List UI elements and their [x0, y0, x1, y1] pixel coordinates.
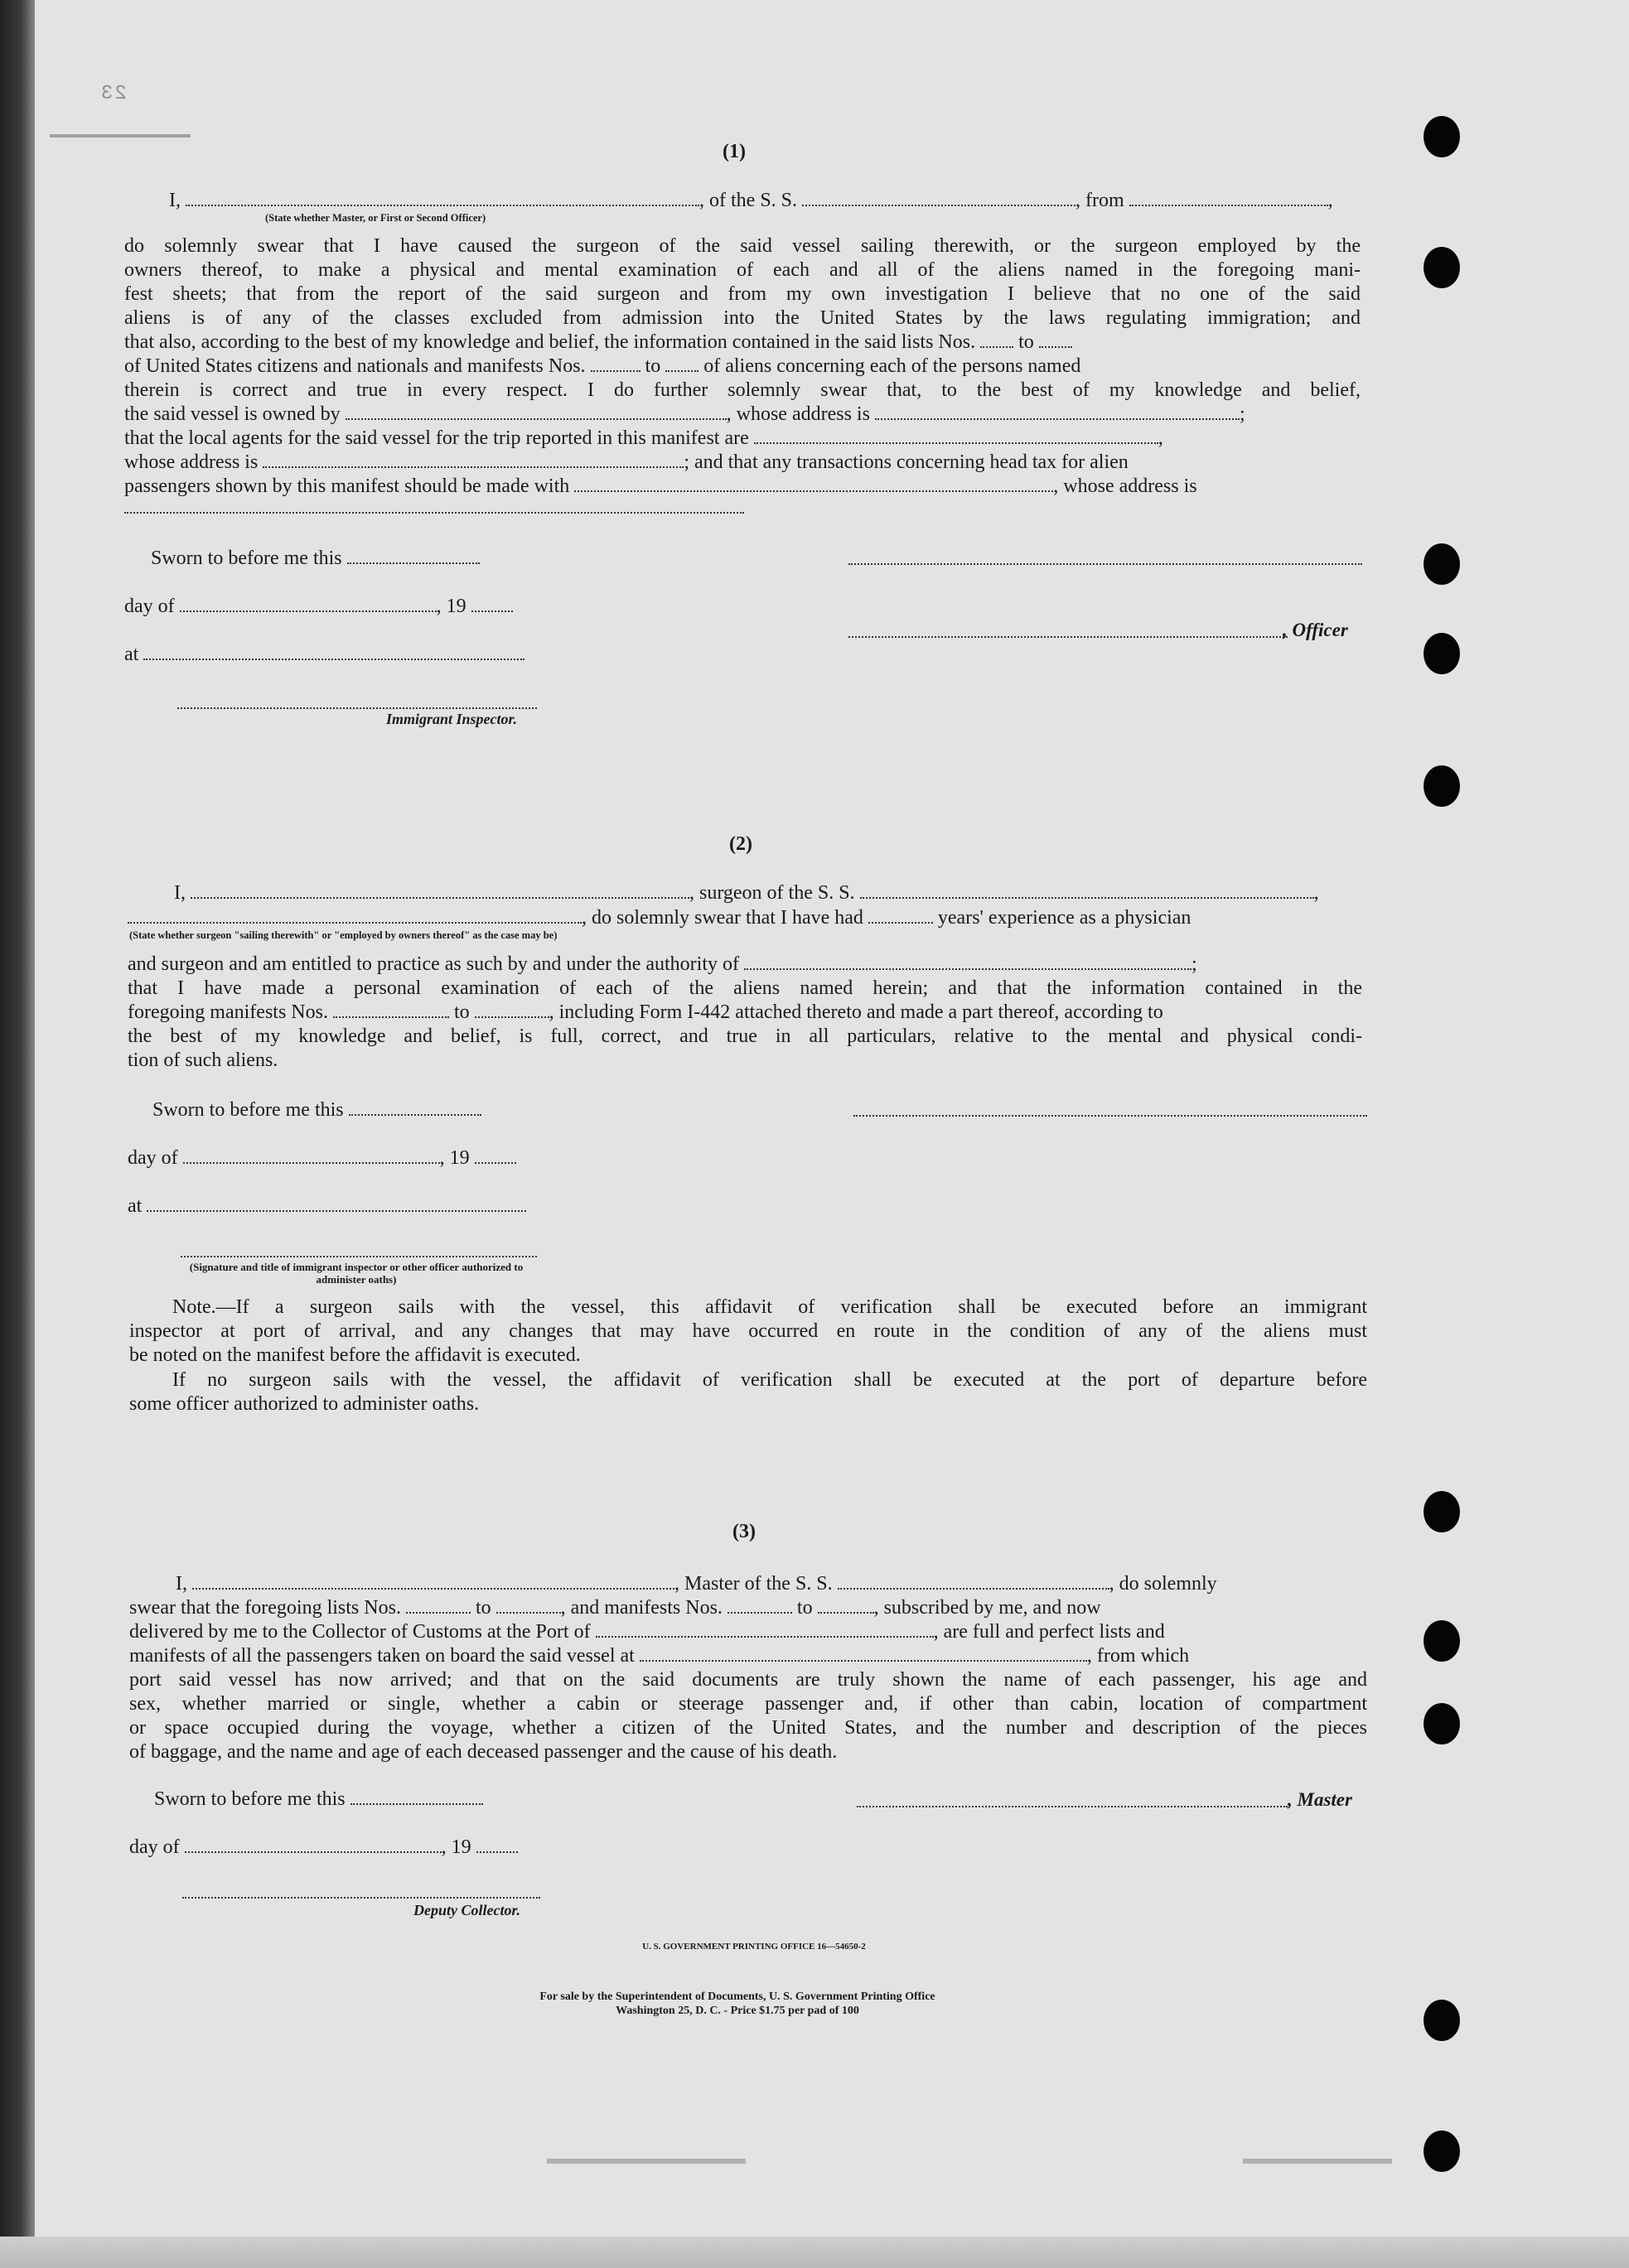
officer-rank-blank [186, 190, 699, 206]
bleed-through-mark: 23 [99, 83, 127, 105]
section-1-line-11: whose address is ; and that any transactions concerning head tax for alien [124, 451, 1129, 473]
officer-label: , Officer [1283, 620, 1348, 640]
binder-hole-icon [1424, 2130, 1460, 2172]
surgeon-signature-line [853, 1115, 1367, 1117]
bleed-through-mark [1243, 2159, 1392, 2164]
section-2-at: at [128, 1194, 526, 1218]
note-2-line-1: If no surgeon sails with the vessel, the affidavit of verification shall be executed at the port of departure before [172, 1369, 1367, 1391]
gpo-imprint: U. S. GOVERNMENT PRINTING OFFICE 16—54650-2 [642, 1942, 866, 1952]
binder-hole-icon [1424, 1620, 1460, 1662]
vessel-name-blank [802, 190, 1076, 206]
surgeon-vessel-blank [860, 882, 1314, 899]
customs-port-blank [596, 1621, 934, 1638]
surgeon-name-blank [191, 882, 689, 899]
surgeon-status-blank [128, 907, 582, 924]
section-3-line-3: delivered by me to the Collector of Customs at the Port of , are full and perfect lists and [129, 1621, 1165, 1643]
administering-officer-signature-line [181, 1256, 537, 1257]
section-3-line-4: manifests of all the passengers taken on board the said vessel at , from which [129, 1645, 1190, 1667]
section-1-line-10: that the local agents for the said vessel for the trip reported in this manifest are , [124, 427, 1163, 449]
section-3-sworn: Sworn to before me this [154, 1788, 483, 1811]
section-1-line-2: do solemnly swear that I have caused the surgeon of the said vessel sailing therewith, or the surgeon employed by the [124, 235, 1361, 257]
bottom-page-edge [0, 2237, 1629, 2268]
section-3-line-2: swear that the foregoing lists Nos. to , and manifests Nos. to , subscribed by me, and now [129, 1597, 1101, 1619]
section-1-at: at [124, 643, 524, 666]
master-signature-line [857, 1806, 1288, 1807]
years-experience-blank [868, 907, 933, 924]
binder-hole-icon [1424, 765, 1460, 807]
section-2-sworn: Sworn to before me this [152, 1098, 481, 1122]
surgeon-status-caption: (State whether surgeon "sailing therewith" or "employed by owners thereof" as the case may be) [129, 929, 558, 941]
section-3-line-8: of baggage, and the name and age of each deceased passenger and the cause of his death. [129, 1741, 838, 1763]
binder-hole-icon [1424, 1491, 1460, 1532]
administering-officer-caption: (Signature and title of immigrant inspector or other officer authorized to administer oaths) [189, 1261, 524, 1286]
section-1-line-4: fest sheets; that from the report of the said surgeon and from my own investigation I believe that no one of the said [124, 283, 1361, 305]
master-name-blank [192, 1573, 674, 1590]
section-1-line-12: passengers shown by this manifest should be made with , whose address is [124, 475, 1197, 497]
note-1-line-1: Note.—If a surgeon sails with the vessel, this affidavit of verification shall be executed before an immigrant [172, 1296, 1367, 1318]
bleed-through-mark [50, 134, 191, 138]
binder-hole-icon [1424, 2000, 1460, 2041]
inspector-signature-line [177, 707, 537, 709]
section-2-line-2: , do solemnly swear that I have had years' experience as a physician [128, 906, 1191, 929]
deputy-collector-label: Deputy Collector. [413, 1902, 520, 1918]
local-agents-blank [754, 427, 1158, 444]
section-2-line-6: the best of my knowledge and belief, is full, correct, and true in all particulars, relative to the mental and physical condi- [128, 1025, 1362, 1047]
section-1-line-5: aliens is of any of the classes excluded from admission into the United States by the laws regulating immigration; and [124, 307, 1361, 329]
section-2-line-5: foregoing manifests Nos. to , including Form I-442 attached thereto and made a part thereof, according to [128, 1001, 1163, 1023]
note-1-line-3: be noted on the manifest before the affidavit is executed. [129, 1344, 581, 1366]
authority-blank [744, 953, 1192, 970]
section-1-line-7: of United States citizens and nationals and manifests Nos. to of aliens concerning each of the persons named [124, 355, 1081, 377]
deputy-collector-signature-line [182, 1897, 540, 1899]
section-1-line-9: the said vessel is owned by , whose address is ; [124, 403, 1245, 425]
note-2-line-2: some officer authorized to administer oaths. [129, 1393, 480, 1415]
sale-notice-line-1: For sale by the Superintendent of Documents, U. S. Government Printing Office [539, 1991, 935, 2003]
section-1-heading: (1) [723, 141, 746, 162]
embarkation-port-blank [640, 1645, 1087, 1662]
section-3-heading: (3) [732, 1521, 756, 1542]
officer-signature-line [848, 636, 1288, 638]
section-2-heading: (2) [729, 833, 752, 855]
section-2-line-4: that I have made a personal examination of each of the aliens named herein; and that the information contained in the [128, 977, 1362, 999]
section-2-day-of: day of , 19 [128, 1146, 516, 1170]
section-1-line-6: that also, according to the best of my knowledge and belief, the information contained in the said lists Nos. to [124, 331, 1072, 354]
section-1-line-8: therein is correct and true in every respect. I do further solemnly swear that, to the best of my knowledge and belief, [124, 379, 1361, 401]
binder-hole-icon [1424, 633, 1460, 674]
officer-rank-caption: (State whether Master, or First or Second Officer) [265, 212, 486, 224]
head-tax-party-blank [574, 475, 1053, 492]
binder-hole-icon [1424, 247, 1460, 288]
section-3-line-7: or space occupied during the voyage, whether a citizen of the United States, and the number and description of the pieces [129, 1717, 1367, 1739]
note-1-line-2: inspector at port of arrival, and any changes that may have occurred en route in the condition of any of the aliens must [129, 1320, 1367, 1342]
section-1-line-3: owners thereof, to make a physical and mental examination of each and all of the aliens named in the foregoing mani- [124, 259, 1361, 281]
section-2-line-3: and surgeon and am entitled to practice as such by and under the authority of ; [128, 953, 1197, 975]
master-label: , Master [1288, 1789, 1352, 1810]
section-3-line-1: I, , Master of the S. S. , do solemnly [176, 1573, 1217, 1595]
section-3-line-6: sex, whether married or single, whether a cabin or steerage passenger and, if other than cabin, location of compartment [129, 1693, 1367, 1715]
binder-hole-icon [1424, 116, 1460, 157]
departure-port-blank [1129, 190, 1328, 206]
section-1-line-1: I, , of the S. S. , from , [169, 190, 1333, 211]
bleed-through-mark [547, 2159, 746, 2164]
section-3-line-5: port said vessel has now arrived; and that on the said documents are truly shown the name of each passenger, his age and [129, 1669, 1367, 1691]
section-2-line-7: tion of such aliens. [128, 1050, 278, 1071]
section-2-line-1: I, , surgeon of the S. S. , [174, 882, 1319, 904]
owner-address-blank [875, 403, 1240, 420]
sale-notice-line-2: Washington 25, D. C. - Price $1.75 per pad of 100 [616, 2005, 859, 2017]
section-1-sworn: Sworn to before me this [151, 547, 480, 570]
officer-signature-line [848, 563, 1362, 565]
left-page-edge [0, 0, 35, 2268]
owner-blank [346, 403, 727, 420]
inspector-label: Immigrant Inspector. [385, 711, 517, 727]
agents-address-blank [263, 451, 684, 468]
binder-hole-icon [1424, 1703, 1460, 1744]
binder-hole-icon [1424, 543, 1460, 585]
section-1-day-of: day of , 19 [124, 595, 513, 618]
master-vessel-blank [838, 1573, 1109, 1590]
section-3-day-of: day of , 19 [129, 1836, 518, 1859]
